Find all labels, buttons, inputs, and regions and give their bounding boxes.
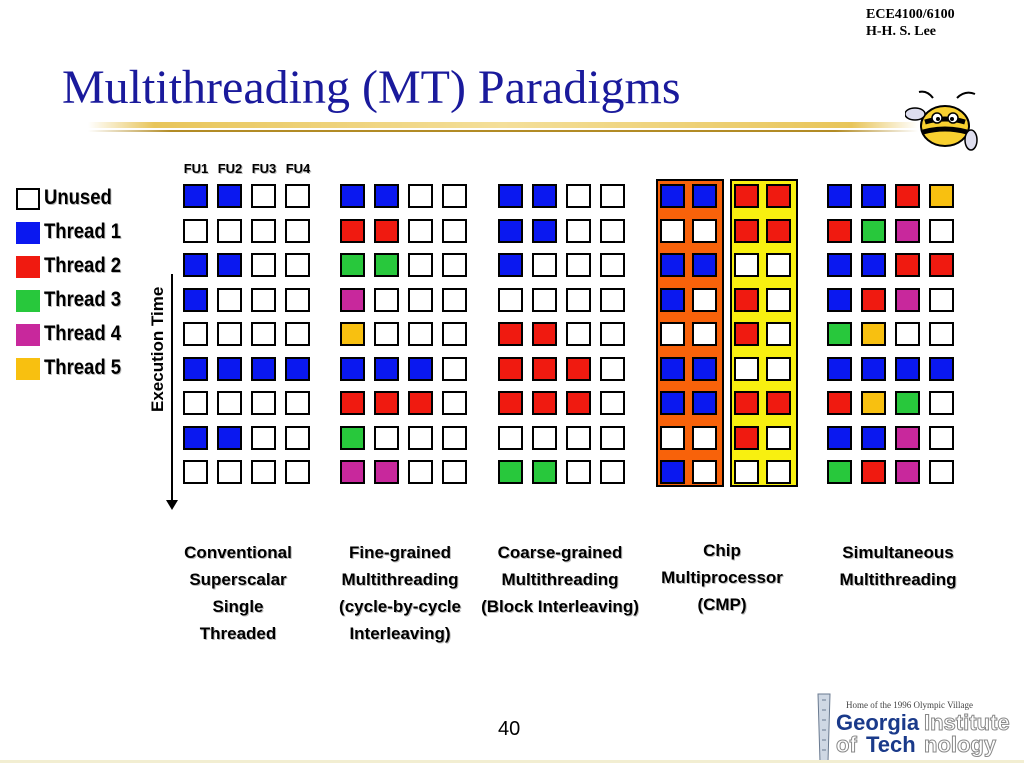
caption-fine-grained <box>310 539 490 647</box>
slot-unused <box>660 219 685 243</box>
slot-unused <box>251 322 276 346</box>
legend-item-thread4 <box>16 322 156 346</box>
slot-thread4 <box>340 288 365 312</box>
slot-thread1 <box>827 184 852 208</box>
slot-thread3 <box>827 460 852 484</box>
slot-unused <box>692 322 717 346</box>
legend-swatch-thread1 <box>16 222 40 244</box>
slot-thread2 <box>766 184 791 208</box>
slot-unused <box>766 460 791 484</box>
slot-unused <box>442 219 467 243</box>
slot-thread2 <box>766 219 791 243</box>
slot-thread2 <box>498 357 523 381</box>
slot-thread1 <box>532 184 557 208</box>
slot-thread1 <box>692 253 717 277</box>
slot-unused <box>183 460 208 484</box>
caption-line: Multithreading <box>839 570 957 589</box>
slot-unused <box>408 253 433 277</box>
caption-line: Multithreading <box>341 570 459 589</box>
logo-institute: Institute <box>924 710 1010 735</box>
slot-unused <box>692 460 717 484</box>
slot-unused <box>251 219 276 243</box>
slot-thread4 <box>340 460 365 484</box>
slot-unused <box>660 426 685 450</box>
footer-rule <box>0 760 1024 763</box>
slot-thread2 <box>929 253 954 277</box>
slot-thread5 <box>861 391 886 415</box>
legend-label: Thread 3 <box>44 288 122 311</box>
slot-unused <box>600 219 625 243</box>
slot-unused <box>566 426 591 450</box>
caption-line: Multithreading <box>501 570 619 589</box>
slot-thread1 <box>929 357 954 381</box>
slot-thread1 <box>660 288 685 312</box>
slot-thread5 <box>861 322 886 346</box>
fu-label-4: FU4 <box>285 161 311 176</box>
caption-line: Coarse-grained <box>497 543 623 562</box>
slot-unused <box>734 460 759 484</box>
slot-thread2 <box>827 219 852 243</box>
caption-line: (cycle-by-cycle <box>339 597 461 616</box>
slot-unused <box>895 322 920 346</box>
slot-thread1 <box>827 288 852 312</box>
course-code: ECE4100/6100 <box>866 7 955 22</box>
slot-thread2 <box>340 391 365 415</box>
slot-thread1 <box>532 219 557 243</box>
slot-unused <box>251 391 276 415</box>
slot-thread1 <box>217 357 242 381</box>
slot-unused <box>374 426 399 450</box>
slot-thread2 <box>734 322 759 346</box>
slot-thread3 <box>861 219 886 243</box>
caption-cmp <box>632 537 812 618</box>
caption-line: Interleaving) <box>349 624 451 643</box>
caption-line: Chip <box>703 541 741 560</box>
execution-time-axis-line <box>171 274 173 504</box>
slot-thread1 <box>217 253 242 277</box>
slot-unused <box>532 426 557 450</box>
slot-unused <box>929 322 954 346</box>
slot-thread2 <box>340 219 365 243</box>
legend-swatch-thread4 <box>16 324 40 346</box>
slot-unused <box>408 322 433 346</box>
slot-unused <box>408 460 433 484</box>
slot-thread1 <box>660 460 685 484</box>
slot-unused <box>734 357 759 381</box>
slot-thread1 <box>183 357 208 381</box>
slot-thread2 <box>532 391 557 415</box>
slot-thread1 <box>895 357 920 381</box>
slot-unused <box>600 391 625 415</box>
slot-thread1 <box>660 357 685 381</box>
slot-thread1 <box>408 357 433 381</box>
slot-unused <box>498 288 523 312</box>
caption-coarse-grained <box>470 539 650 620</box>
slot-unused <box>442 426 467 450</box>
slot-thread3 <box>498 460 523 484</box>
slot-thread1 <box>374 357 399 381</box>
slot-thread1 <box>340 357 365 381</box>
slot-unused <box>692 426 717 450</box>
slot-unused <box>217 288 242 312</box>
slot-thread2 <box>498 322 523 346</box>
legend-label: Thread 4 <box>44 322 122 345</box>
slot-thread3 <box>827 322 852 346</box>
slot-unused <box>183 322 208 346</box>
caption-line: (CMP) <box>697 595 747 614</box>
slot-thread1 <box>251 357 276 381</box>
slot-unused <box>660 322 685 346</box>
slot-unused <box>442 184 467 208</box>
slot-thread1 <box>498 184 523 208</box>
slot-thread1 <box>692 391 717 415</box>
logo-tech: Tech <box>866 732 916 757</box>
slot-thread3 <box>340 426 365 450</box>
slot-unused <box>285 288 310 312</box>
slot-unused <box>600 184 625 208</box>
slot-thread2 <box>734 219 759 243</box>
caption-line: Superscalar <box>189 570 287 589</box>
slot-unused <box>408 426 433 450</box>
slot-thread1 <box>827 253 852 277</box>
slot-unused <box>566 322 591 346</box>
slot-thread1 <box>827 426 852 450</box>
legend-swatch-thread5 <box>16 358 40 380</box>
legend-label: Unused <box>44 186 112 209</box>
slot-unused <box>251 253 276 277</box>
execution-time-axis-label: Execution Time <box>148 286 167 412</box>
slot-unused <box>408 219 433 243</box>
slot-unused <box>442 322 467 346</box>
slot-thread2 <box>766 391 791 415</box>
slot-unused <box>251 184 276 208</box>
slot-unused <box>532 288 557 312</box>
slot-unused <box>285 219 310 243</box>
slot-unused <box>566 184 591 208</box>
slot-unused <box>929 460 954 484</box>
legend-item-thread1 <box>16 220 156 244</box>
slot-thread1 <box>660 391 685 415</box>
legend-label: Thread 5 <box>44 356 122 379</box>
slot-thread1 <box>183 253 208 277</box>
georgia-tech-logo <box>808 686 1024 766</box>
slot-thread3 <box>340 253 365 277</box>
slot-unused <box>442 391 467 415</box>
legend-label: Thread 1 <box>44 220 122 243</box>
slot-unused <box>285 253 310 277</box>
slot-unused <box>442 460 467 484</box>
slot-unused <box>566 288 591 312</box>
slot-thread2 <box>734 288 759 312</box>
slot-thread1 <box>183 426 208 450</box>
slot-thread1 <box>692 357 717 381</box>
slot-unused <box>600 357 625 381</box>
fu-label-3: FU3 <box>251 161 277 176</box>
slot-unused <box>766 357 791 381</box>
slot-thread1 <box>183 184 208 208</box>
slot-thread2 <box>408 391 433 415</box>
slot-thread1 <box>217 184 242 208</box>
slot-unused <box>766 288 791 312</box>
slot-thread2 <box>895 253 920 277</box>
slot-thread4 <box>895 426 920 450</box>
slot-unused <box>251 426 276 450</box>
slot-unused <box>600 426 625 450</box>
slot-unused <box>600 288 625 312</box>
slot-thread4 <box>895 219 920 243</box>
slot-unused <box>183 391 208 415</box>
slot-thread2 <box>734 426 759 450</box>
slot-unused <box>692 288 717 312</box>
slot-unused <box>766 426 791 450</box>
slot-thread4 <box>895 288 920 312</box>
instructor-name: H-H. S. Lee <box>866 24 936 39</box>
slot-unused <box>374 288 399 312</box>
slot-unused <box>374 322 399 346</box>
slot-thread5 <box>340 322 365 346</box>
slot-unused <box>566 219 591 243</box>
slot-unused <box>566 460 591 484</box>
legend-swatch-unused <box>16 188 40 210</box>
slot-unused <box>600 460 625 484</box>
slot-thread2 <box>734 391 759 415</box>
slot-unused <box>217 219 242 243</box>
legend-swatch-thread2 <box>16 256 40 278</box>
slide-title: Multithreading (MT) Paradigms <box>62 61 681 114</box>
slot-unused <box>929 391 954 415</box>
slot-unused <box>498 426 523 450</box>
caption-smt <box>808 539 988 593</box>
yellow-jacket-mascot-icon <box>905 88 979 154</box>
slot-unused <box>285 460 310 484</box>
caption-line: Multiprocessor <box>661 568 783 587</box>
slot-unused <box>600 322 625 346</box>
caption-line: Single <box>212 597 264 616</box>
slot-thread1 <box>217 426 242 450</box>
slot-thread2 <box>532 322 557 346</box>
course-info <box>866 6 955 40</box>
title-underline <box>88 122 918 128</box>
slot-thread5 <box>929 184 954 208</box>
logo-tagline: Home of the 1996 Olympic Village <box>846 700 974 710</box>
slot-thread1 <box>861 357 886 381</box>
caption-line: Fine-grained <box>348 543 451 562</box>
caption-conventional <box>148 539 328 647</box>
slot-unused <box>408 288 433 312</box>
slot-unused <box>766 322 791 346</box>
slot-unused <box>217 322 242 346</box>
slot-unused <box>251 288 276 312</box>
slot-thread2 <box>861 460 886 484</box>
slot-thread3 <box>532 460 557 484</box>
slot-thread2 <box>734 184 759 208</box>
page-number: 40 <box>498 718 521 740</box>
slot-thread2 <box>827 391 852 415</box>
slot-thread2 <box>566 391 591 415</box>
slot-unused <box>929 219 954 243</box>
slot-unused <box>217 391 242 415</box>
slot-thread1 <box>183 288 208 312</box>
title-underline-shadow <box>88 130 918 132</box>
slot-thread1 <box>861 253 886 277</box>
slot-thread1 <box>861 184 886 208</box>
slot-unused <box>600 253 625 277</box>
slot-unused <box>929 288 954 312</box>
slot-unused <box>183 219 208 243</box>
slot-thread3 <box>374 253 399 277</box>
slot-thread2 <box>566 357 591 381</box>
slot-thread1 <box>827 357 852 381</box>
logo-nology: nology <box>924 732 997 757</box>
slot-unused <box>734 253 759 277</box>
slot-unused <box>766 253 791 277</box>
legend-swatch-thread3 <box>16 290 40 312</box>
slot-unused <box>566 253 591 277</box>
slot-thread2 <box>498 391 523 415</box>
caption-line: Simultaneous <box>842 543 954 562</box>
slot-thread4 <box>374 460 399 484</box>
legend-item-unused <box>16 186 156 210</box>
slot-unused <box>285 322 310 346</box>
slot-thread4 <box>895 460 920 484</box>
slot-unused <box>408 184 433 208</box>
slot-thread1 <box>285 357 310 381</box>
caption-line: (Block Interleaving) <box>481 597 639 616</box>
slot-thread1 <box>374 184 399 208</box>
fu-label-2: FU2 <box>217 161 243 176</box>
slot-thread2 <box>532 357 557 381</box>
slot-unused <box>442 357 467 381</box>
slot-unused <box>442 253 467 277</box>
slot-thread1 <box>692 184 717 208</box>
slot-unused <box>285 391 310 415</box>
execution-time-arrow-icon <box>166 500 178 510</box>
caption-line: Threaded <box>199 624 277 643</box>
caption-line: Conventional <box>184 543 292 562</box>
slot-thread1 <box>498 253 523 277</box>
legend-item-thread3 <box>16 288 156 312</box>
slot-unused <box>285 426 310 450</box>
slot-unused <box>442 288 467 312</box>
slot-thread2 <box>374 219 399 243</box>
fu-label-1: FU1 <box>183 161 209 176</box>
slot-thread1 <box>660 184 685 208</box>
slot-thread1 <box>861 426 886 450</box>
slot-thread2 <box>861 288 886 312</box>
legend-item-thread2 <box>16 254 156 278</box>
slot-unused <box>532 253 557 277</box>
slot-unused <box>251 460 276 484</box>
slot-thread3 <box>895 391 920 415</box>
slot-thread1 <box>498 219 523 243</box>
logo-of: of <box>836 732 857 757</box>
slot-thread1 <box>660 253 685 277</box>
slot-unused <box>929 426 954 450</box>
slot-thread1 <box>340 184 365 208</box>
slot-unused <box>217 460 242 484</box>
legend-label: Thread 2 <box>44 254 122 277</box>
slot-thread2 <box>374 391 399 415</box>
slot-unused <box>692 219 717 243</box>
slot-thread2 <box>895 184 920 208</box>
legend-item-thread5 <box>16 356 156 380</box>
logo-georgia: Georgia <box>836 710 920 735</box>
slot-unused <box>285 184 310 208</box>
